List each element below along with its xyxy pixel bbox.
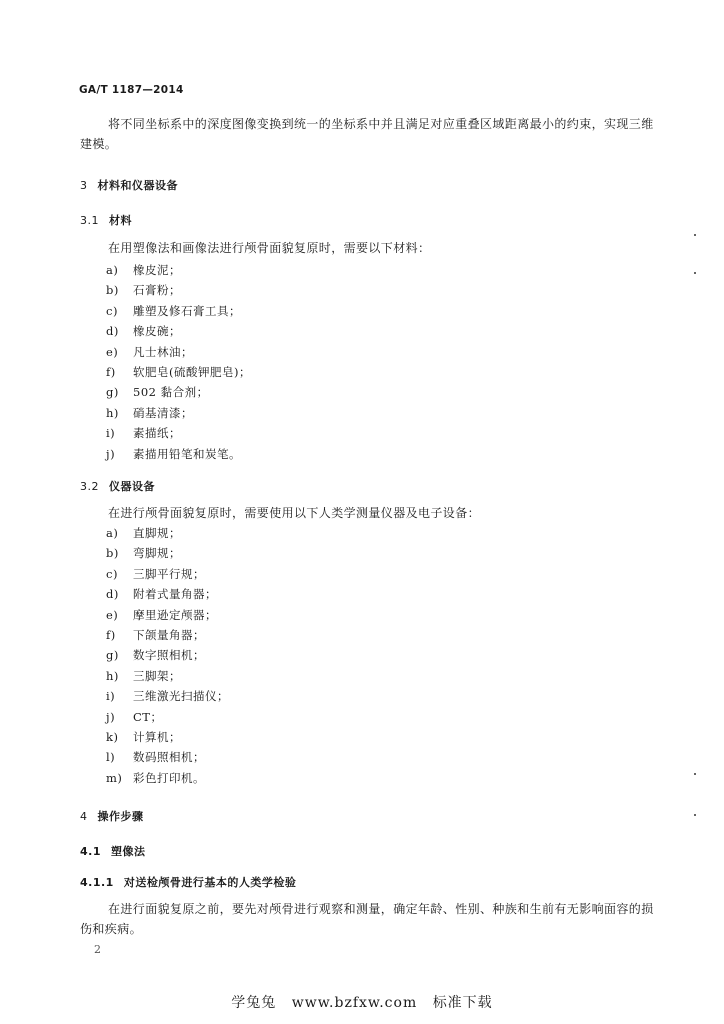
scan-speck: [694, 272, 696, 274]
footer-site-name: 学兔兔: [231, 995, 277, 1011]
list-item: [106, 707, 229, 727]
list-item: [106, 403, 251, 423]
list-marker: m): [106, 770, 123, 785]
list-text: 数字照相机；: [133, 648, 205, 663]
list-text: 软肥皂(硫酸钾肥皂)；: [133, 364, 251, 379]
list-text: 弯脚规；: [133, 546, 181, 561]
list-marker: i): [106, 426, 116, 441]
list-text: 摩里逊定颅器；: [133, 607, 217, 622]
list-item: [106, 768, 229, 788]
list-item: [106, 605, 229, 625]
list-marker: i): [106, 689, 116, 704]
list-marker: l): [106, 750, 116, 765]
section-3-1-heading: [80, 212, 132, 228]
list-item: [106, 584, 229, 604]
list-item: [106, 362, 251, 382]
equipment-list: [106, 523, 229, 788]
section-title: 塑像法: [111, 845, 146, 858]
list-text: 雕塑及修石膏工具；: [133, 303, 241, 318]
list-marker: j): [106, 709, 116, 724]
section-number: 3: [80, 179, 88, 192]
list-marker: g): [106, 648, 119, 663]
footer-watermark: [0, 992, 724, 1012]
materials-intro: 在用塑像法和画像法进行颅骨面貌复原时，需要以下材料：: [108, 241, 431, 255]
equipment-intro: 在进行颅骨面貌复原时，需要使用以下人类学测量仪器及电子设备：: [108, 506, 481, 520]
list-item: [106, 260, 251, 280]
list-marker: c): [106, 566, 118, 581]
list-marker: h): [106, 405, 119, 420]
scan-speck: [694, 234, 696, 236]
list-marker: j): [106, 446, 116, 461]
footer-slogan: 标准下载: [432, 995, 493, 1011]
list-item: [106, 543, 229, 563]
standard-code: GA/T 1187—2014: [79, 84, 184, 96]
list-text: 橡皮泥；: [133, 263, 181, 277]
section-title: 对送检颅骨进行基本的人类学检验: [123, 876, 297, 889]
section-4-1-1-heading: [80, 874, 296, 890]
list-marker: c): [106, 303, 118, 318]
list-item: [106, 321, 251, 341]
list-text: 橡皮碗；: [133, 324, 181, 339]
section-number: 3.2: [80, 480, 99, 493]
section-number: 4: [80, 810, 88, 823]
list-text: 502 黏合剂；: [133, 385, 209, 400]
list-item: [106, 523, 229, 543]
list-text: 附着式量角器；: [133, 587, 217, 602]
section-4-1-heading: [80, 843, 146, 859]
scan-speck: [694, 814, 696, 816]
list-text: 石膏粉；: [133, 283, 181, 298]
list-text: 三脚架；: [133, 668, 181, 683]
list-item: [106, 564, 229, 584]
scan-speck: [694, 773, 696, 775]
list-marker: f): [106, 364, 116, 379]
list-item: [106, 423, 251, 443]
section-number: 3.1: [80, 214, 99, 227]
section-title: 材料和仪器设备: [97, 179, 178, 192]
list-text: 三脚平行规；: [133, 566, 205, 581]
list-item: [106, 747, 229, 767]
list-text: 硝基清漆；: [133, 405, 193, 420]
section-title: 仪器设备: [109, 480, 155, 493]
materials-list: [106, 260, 251, 464]
section-3-heading: [80, 177, 178, 193]
list-item: [106, 382, 251, 402]
section-3-2-heading: [80, 478, 155, 494]
list-marker: a): [106, 263, 119, 277]
list-text: 数码照相机；: [133, 750, 205, 765]
list-marker: b): [106, 283, 119, 298]
list-item: [106, 444, 251, 464]
list-marker: e): [106, 607, 119, 622]
list-item: [106, 686, 229, 706]
list-text: 素描用铅笔和炭笔。: [133, 446, 241, 461]
list-item: [106, 666, 229, 686]
list-marker: b): [106, 546, 119, 561]
list-item: [106, 301, 251, 321]
list-marker: g): [106, 385, 119, 400]
page-number: 2: [94, 943, 101, 956]
list-marker: f): [106, 627, 116, 642]
list-text: 彩色打印机。: [133, 770, 205, 785]
section-number: 4.1.1: [80, 876, 114, 889]
intro-paragraph: 将不同坐标系中的深度图像变换到统一的坐标系中并且满足对应重叠区域距离最小的约束，实现三维建模。: [80, 117, 654, 151]
list-text: 直脚规；: [133, 526, 181, 540]
section-number: 4.1: [80, 845, 101, 858]
list-item: [106, 342, 251, 362]
list-item: [106, 727, 229, 747]
list-marker: a): [106, 526, 119, 540]
list-marker: k): [106, 729, 119, 744]
section-4-heading: [80, 808, 144, 824]
list-text: CT；: [133, 709, 163, 724]
list-text: 三维激光扫描仪；: [133, 689, 229, 704]
section-title: 材料: [109, 214, 132, 227]
list-text: 凡士林油；: [133, 344, 193, 359]
list-text: 下颌量角器；: [133, 627, 205, 642]
list-marker: e): [106, 344, 119, 359]
list-item: [106, 625, 229, 645]
list-text: 计算机；: [133, 729, 181, 744]
list-item: [106, 280, 251, 300]
list-item: [106, 645, 229, 665]
list-marker: d): [106, 324, 119, 339]
footer-url[interactable]: www.bzfxw.com: [291, 995, 418, 1011]
section-title: 操作步骤: [97, 810, 144, 823]
list-marker: h): [106, 668, 119, 683]
list-text: 素描纸；: [133, 426, 181, 441]
list-marker: d): [106, 587, 119, 602]
body-paragraph: 在进行面貌复原之前，要先对颅骨进行观察和测量，确定年龄、性别、种族和生前有无影响面容的损伤和疾病。: [80, 902, 654, 936]
